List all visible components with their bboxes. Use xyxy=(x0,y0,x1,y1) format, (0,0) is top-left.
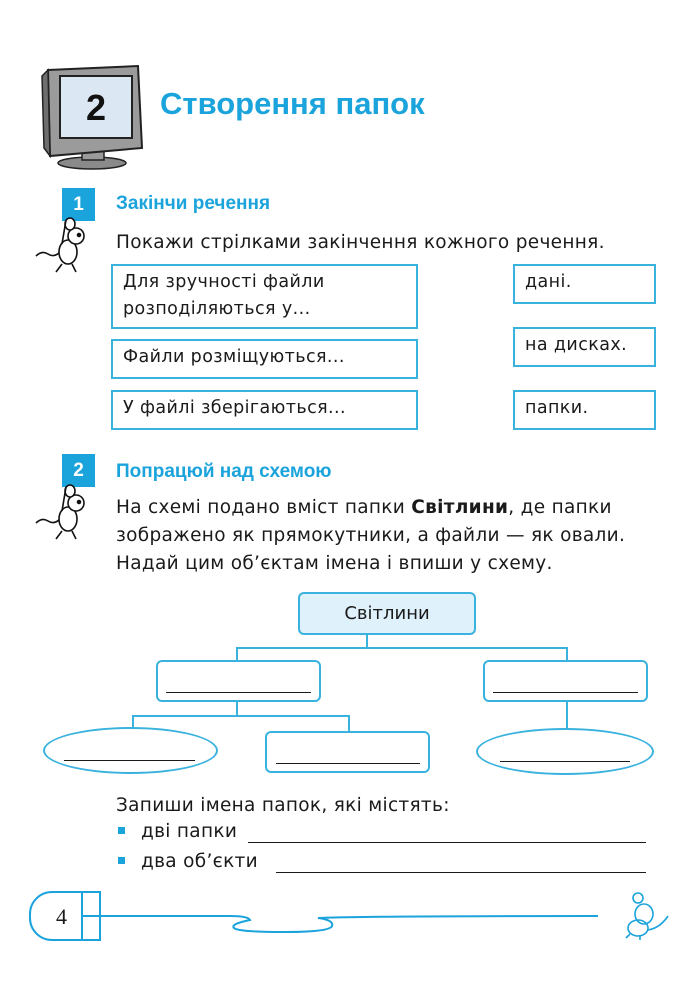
connector xyxy=(566,702,568,730)
bullet-icon xyxy=(118,857,125,864)
folder-node[interactable] xyxy=(483,660,648,702)
sentence-start-box[interactable]: Файли розміщуються... xyxy=(111,339,418,379)
task-title: Закінчи речення xyxy=(116,193,271,214)
sentence-end-box[interactable]: дані. xyxy=(513,264,656,304)
bullet-icon xyxy=(118,827,125,834)
root-folder-node: Світлини xyxy=(298,592,476,635)
page-footer xyxy=(26,888,686,948)
answer-blank[interactable] xyxy=(493,692,638,693)
sentence-end-box[interactable]: папки. xyxy=(513,390,656,430)
connector xyxy=(236,647,238,660)
bullet-label: два об’єкти xyxy=(141,851,258,872)
task-number-badge: 1 xyxy=(62,188,95,221)
connector xyxy=(132,715,350,717)
bullet-label: дві папки xyxy=(141,821,238,842)
connector xyxy=(348,715,350,732)
sentence-start-box[interactable]: У файлі зберігаються... xyxy=(111,390,418,430)
lesson-number: 2 xyxy=(85,87,107,128)
file-node-oval[interactable] xyxy=(43,727,218,774)
mouse-mascot-icon xyxy=(32,216,94,276)
answer-blank[interactable] xyxy=(64,760,195,761)
task-title: Попрацюй над схемою xyxy=(116,461,332,482)
folder-name-bold: Світлини xyxy=(411,497,509,518)
sentence-start-box[interactable]: Для зручності файли розподіляються у... xyxy=(111,264,418,329)
answer-blank[interactable] xyxy=(276,763,420,764)
folder-node[interactable] xyxy=(156,660,321,702)
answer-line[interactable] xyxy=(248,842,646,843)
connector xyxy=(236,647,568,649)
sentence-end-box[interactable]: на дисках. xyxy=(513,327,656,367)
mouse-mascot-icon xyxy=(32,483,94,543)
answer-blank[interactable] xyxy=(166,692,311,693)
file-node-oval[interactable] xyxy=(476,728,654,775)
monitor-icon xyxy=(40,62,150,172)
page-number: 4 xyxy=(56,904,67,929)
task-number-badge: 2 xyxy=(62,454,95,487)
answer-blank[interactable] xyxy=(500,761,630,762)
write-prompt: Запиши імена папок, які містять: xyxy=(116,795,450,816)
connector xyxy=(236,702,238,716)
lesson-title: Створення папок xyxy=(160,86,425,121)
folder-node[interactable] xyxy=(265,731,430,773)
connector xyxy=(566,647,568,660)
answer-line[interactable] xyxy=(276,872,646,873)
task2-paragraph: На схемі подано вміст папки Світлини, де папки зображено як прямокутники, а файли — як овали. Надай цим об’єктам імена і впиши у схему. xyxy=(116,497,626,574)
task1-instruction: Покажи стрілками закінчення кожного речення. xyxy=(116,232,605,253)
